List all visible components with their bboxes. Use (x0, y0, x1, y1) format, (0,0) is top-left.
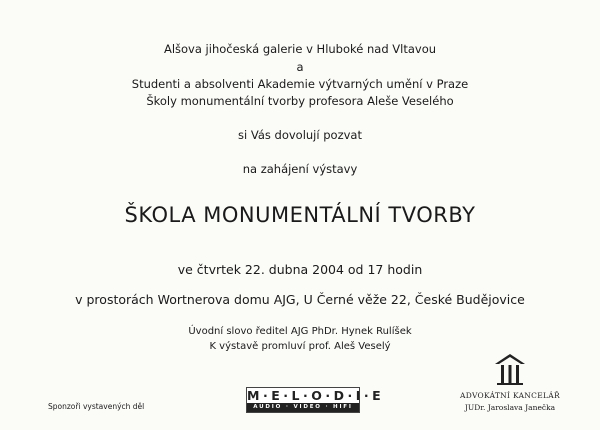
melodie-logo (246, 387, 385, 413)
exhibition-title: ŠKOLA MONUMENTÁLNÍ TVORBY (124, 203, 476, 227)
melodie-logo-name: M·E·L·O·D·I·E (247, 388, 385, 403)
students-line: Studenti a absolventi Akademie výtvarných umění v Praze (131, 77, 469, 91)
conjunction: a (296, 60, 304, 74)
event-venue: v prostorách Wortnerova domu AJG, U Černé věže 22, České Budějovice (75, 292, 525, 307)
school-line: Školy monumentální tvorby profesora Aleše Veselého (146, 94, 454, 108)
opening-phrase: na zahájení výstavy (242, 162, 358, 176)
law-office-person: JUDr. Jaroslava Janečka (464, 403, 556, 412)
invite-phrase: si Vás dovolují pozvat (238, 128, 362, 142)
director-note: Úvodní slovo ředitel AJG PhDr. Hynek Rulíšek (188, 326, 412, 337)
law-office-name: ADVOKÁTNÍ KANCELÁŘ (460, 391, 560, 400)
host-gallery: Alšova jihočeská galerie v Hluboké nad Vltavou (163, 42, 437, 56)
law-office-emblem-icon (491, 352, 529, 386)
sponsors-label: Sponzoři vystavených děl (48, 402, 145, 411)
speaker-note: K výstavě promluví prof. Aleš Veselý (209, 341, 391, 352)
event-date: ve čtvrtek 22. dubna 2004 od 17 hodin (177, 262, 423, 277)
melodie-logo-tagline: AUDIO · VIDEO · HIFI (247, 403, 359, 412)
